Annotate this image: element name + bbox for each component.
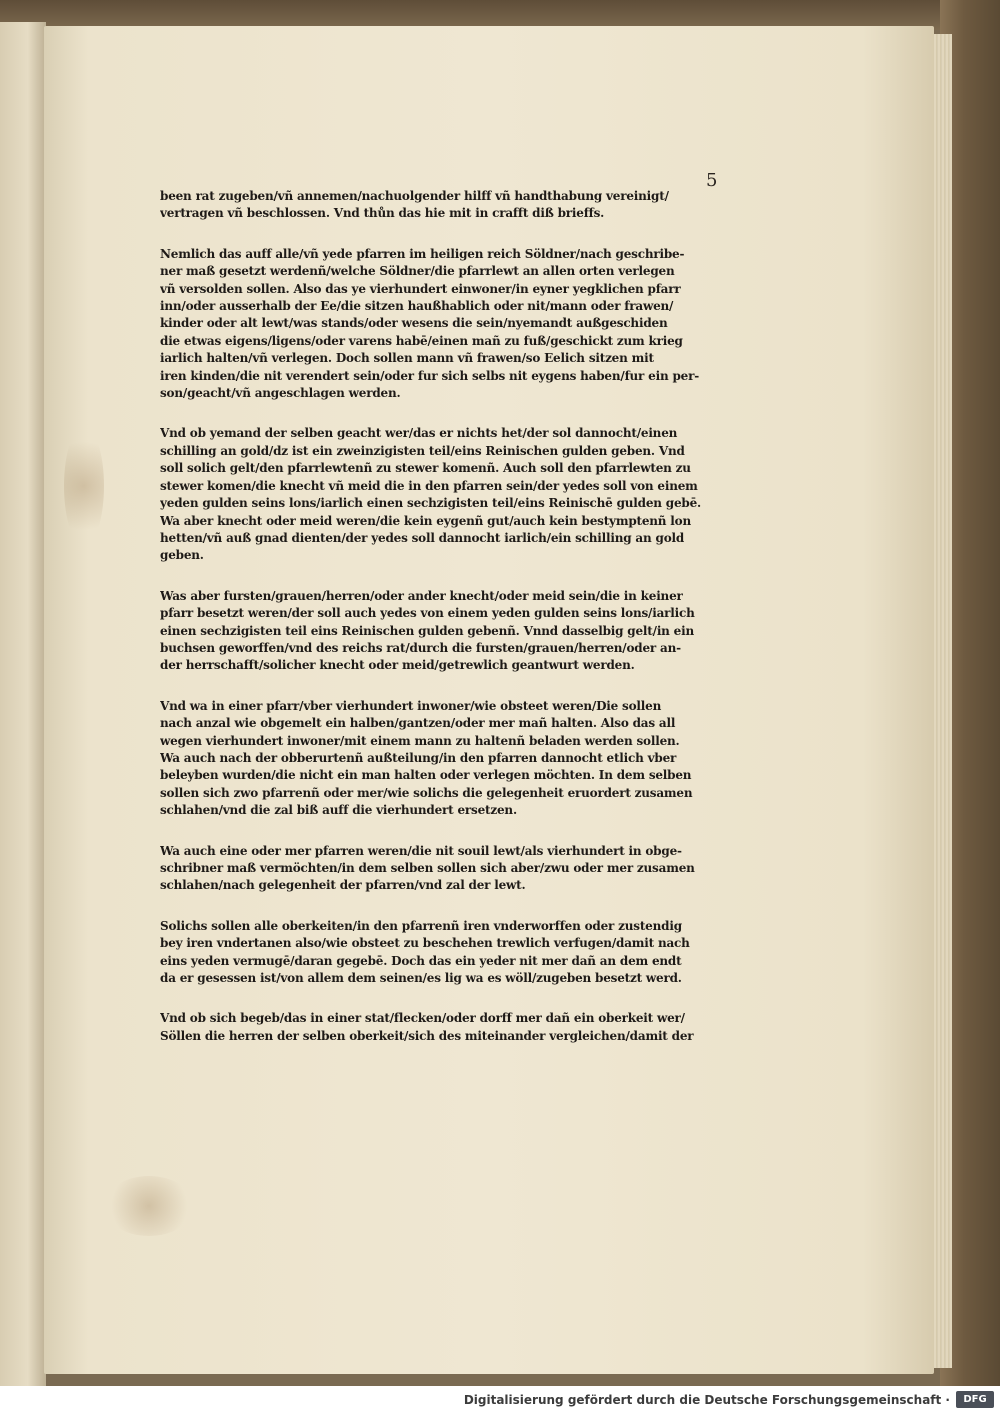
text-line: schlahen/vnd die zal biß auff die vierhundert ersetzen.	[160, 803, 517, 818]
text-line: schribner maß vermöchten/in dem selben sollen sich aber/zwu oder mer zusamen	[160, 861, 695, 875]
text-line: Wa auch eine oder mer pfarren weren/die nit souil lewt/als vierhundert in obge-	[160, 843, 682, 858]
text-line: soll solich gelt/den pfarrlewtenñ zu stewer komenñ. Auch soll den pfarrlewten zu	[160, 461, 691, 476]
text-line: vertragen vñ beschlossen. Vnd thůn das hie mit in crafft diß brieffs.	[160, 206, 605, 221]
text-line: der herrschafft/solicher knecht oder meid/getrewlich geantwurt werden.	[160, 658, 635, 673]
text-line: sollen sich zwo pfarrenñ oder mer/wie solichs die gelegenheit eruordert zusamen	[160, 785, 693, 800]
paper-stain	[64, 426, 104, 546]
text-line: wegen vierhundert inwoner/mit einem mann zu haltenñ beladen werden sollen.	[160, 733, 680, 748]
text-line: Vnd ob sich begeb/das in einer stat/flecken/oder dorff mer dañ ein oberkeit wer/	[160, 1011, 685, 1026]
digitization-footer	[0, 1386, 1000, 1414]
text-line: Solichs sollen alle oberkeiten/in den pfarrenñ iren vnderworffen oder zustendig	[160, 918, 682, 933]
paragraph	[160, 425, 745, 564]
text-line: pfarr besetzt weren/der soll auch yedes von einem yeden gulden seins lons/iarlich	[160, 606, 695, 621]
text-line: kinder oder alt lewt/was stands/oder wesens die sein/nyemandt außgeschiden	[160, 316, 668, 331]
paragraph	[160, 588, 745, 675]
text-line: eins yeden vermugē/daran gegebē. Doch das ein yeder nit mer dañ an dem endt	[160, 953, 682, 968]
paragraph	[160, 918, 745, 988]
text-line: Vnd wa in einer pfarr/vber vierhundert inwoner/wie obsteet weren/Die sollen	[160, 698, 662, 713]
text-line: ner maß gesetzt werdenñ/welche Söldner/die pfarrlewt an allen orten verlegen	[160, 264, 675, 279]
folio-number: 5	[706, 170, 718, 191]
paragraph	[160, 188, 745, 223]
text-line: buchsen geworffen/vnd des reichs rat/durch die fursten/grauen/herren/oder an-	[160, 640, 681, 655]
dfg-logo: DFG	[956, 1391, 994, 1408]
text-line: hetten/vñ auß gnad dienten/der yedes soll dannocht iarlich/ein schilling an gold	[160, 530, 685, 545]
text-line: schlahen/nach gelegenheit der pfarren/vnd zal der lewt.	[160, 878, 526, 893]
text-line: iren kinden/die nit verendert sein/oder fur sich selbs nit eygens haben/fur ein per-	[160, 368, 699, 383]
text-line: schilling an gold/dz ist ein zweinzigisten teil/eins Reinischen gulden geben. Vnd	[160, 443, 685, 458]
text-line: Wa auch nach der obberurtenñ außteilung/in den pfarren dannocht etlich vber	[160, 750, 677, 765]
text-line: geben.	[160, 548, 204, 563]
paragraph	[160, 246, 745, 403]
facing-page-edge	[0, 22, 46, 1386]
text-line: iarlich halten/vñ verlegen. Doch sollen mann vñ frawen/so Eelich sitzen mit	[160, 351, 654, 366]
text-line: bey iren vndertanen also/wie obsteet zu beschehen trewlich verfugen/damit nach	[160, 936, 690, 951]
text-line: die etwas eigens/ligens/oder varens habē/einen mañ zu fuß/geschickt zum krieg	[160, 333, 683, 348]
text-line: been rat zugeben/vñ annemen/nachuolgender hilff vñ handthabung vereinigt/	[160, 189, 669, 203]
text-line: yeden gulden seins lons/iarlich einen sechzigisten teil/eins Reinischē gulden gebē.	[160, 496, 701, 511]
text-line: Nemlich das auff alle/vñ yede pfarren im heiligen reich Söldner/nach geschribe-	[160, 246, 685, 261]
text-line: stewer komen/die knecht vñ meid die in den pfarren sein/der yedes soll von einem	[160, 478, 698, 493]
paragraph	[160, 843, 745, 895]
text-line: beleyben wurden/die nicht ein man halten oder verlegen möchten. In dem selben	[160, 768, 692, 783]
text-line: einen sechzigisten teil eins Reinischen gulden gebenñ. Vnnd dasselbig gelt/in ein	[160, 623, 694, 638]
text-line: Vnd ob yemand der selben geacht wer/das er nichts het/der sol dannocht/einen	[160, 426, 678, 441]
text-line: son/geacht/vñ angeschlagen werden.	[160, 386, 401, 401]
paragraph	[160, 698, 745, 820]
text-line: Wa aber knecht oder meid weren/die kein eygenñ gut/auch kein bestymptenñ lon	[160, 513, 691, 528]
funding-credit: Digitalisierung gefördert durch die Deutsche Forschungsgemeinschaft ·	[463, 1393, 950, 1407]
text-line: Was aber fursten/grauen/herren/oder ander knecht/oder meid sein/die in keiner	[160, 588, 683, 603]
paragraph	[160, 1010, 745, 1045]
page-text-block	[160, 188, 745, 1068]
text-line: Söllen die herren der selben oberkeit/sich des miteinander vergleichen/damit der	[160, 1028, 694, 1043]
text-line: da er gesessen ist/von allem dem seinen/es lig wa es wöll/zugeben besetzt werd.	[160, 971, 682, 986]
paper-stain	[104, 1176, 194, 1236]
text-line: vñ versolden sollen. Also das ye vierhundert einwoner/in eyner yegklichen pfarr	[160, 281, 681, 296]
text-line: inn/oder ausserhalb der Ee/die sitzen haußhablich oder nit/mann oder frawen/	[160, 299, 674, 314]
text-line: nach anzal wie obgemelt ein halben/gantzen/oder mer mañ halten. Also das all	[160, 716, 676, 731]
